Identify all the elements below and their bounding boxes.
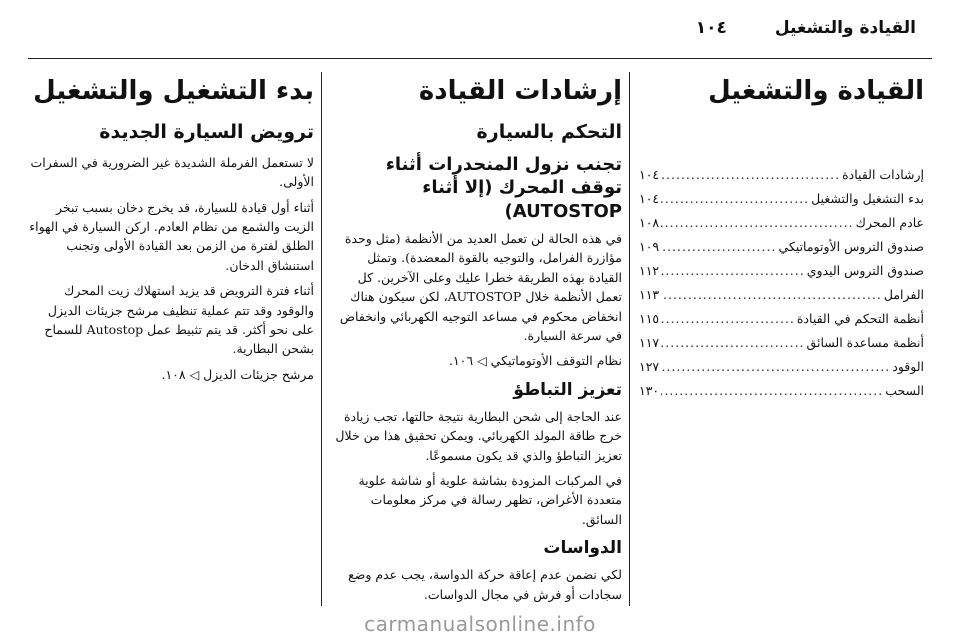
header-page-number: ١٠٤ (695, 18, 727, 38)
paragraph-idle-boost: عند الحاجة إلى شحن البطارية نتيجة حالتها، تجب زيادة خرج طاقة المولد الكهربائي. ويمكن تحقيق هذا من خلال تعزيز التباطؤ والذي قد يكون مسموعًا. (335, 408, 622, 463)
section-subtitle: ترويض السيارة الجديدة (99, 121, 314, 144)
paragraph-braking: لا تستعمل الفرملة الشديدة غير الضرورية في السفرات الأولى. (30, 154, 314, 190)
column-driving-hints (334, 72, 622, 602)
toc-entry[interactable]: الفرامل ..... ١١٣ (639, 283, 924, 307)
paragraph-consumption: أثناء فترة الترويض قد يزيد استهلاك زيت المحرك والوقود وقد تتم عملية تنظيف مرشح جزيئات الديزل على نحو أكثر. قد يتم تثبيط عمل Autostop للسماح بشحن البطارية. (44, 283, 314, 357)
heading-pedals: الدواسات (543, 538, 622, 559)
column-divider-right (629, 72, 630, 606)
section-title: إرشادات القيادة (418, 76, 622, 106)
toc-entry[interactable]: صندوق التروس الأوتوماتيكي ..... ١٠٩ (639, 235, 924, 259)
column-divider-left (321, 72, 322, 606)
section-subtitle: التحكم بالسيارة (476, 121, 622, 144)
chapter-title: القيادة والتشغيل (708, 76, 924, 106)
toc-entry[interactable]: بدء التشغيل والتشغيل ..... ١٠٤ (639, 187, 924, 211)
column-starting-operating (28, 72, 314, 602)
paragraph-idle-boost-display: في المركبات المزودة بشاشة علوية أو شاشة علوية متعددة الأغراض، تظهر رسالة في مركز معلومات السائق. (358, 472, 622, 527)
cross-reference-autostop[interactable]: نظام التوقف الأوتوماتيكي ◁ ١٠٦. (448, 353, 622, 369)
table-of-contents (639, 163, 924, 403)
toc-entry[interactable]: عادم المحرك ..... ١٠٨ (639, 211, 924, 235)
paragraph-smoke: أثناء أول قيادة للسيارة، قد يخرج دخان بسبب تبخر الزيت والشمع من نظام العادم. اركن السيارة في الهواء الطلق لفترة من الزمن بعد القيادة الأولى وتجنب استنشاق الدخان. (29, 199, 314, 273)
toc-entry[interactable]: أنظمة مساعدة السائق ..... ١١٧ (639, 331, 924, 355)
page-header (44, 8, 916, 48)
heading-coasting: تجنب نزول المنحدرات أثناء توقف المحرك (إلا أثناء AUTOSTOP) (385, 153, 622, 222)
heading-idle-boost: تعزيز التباطؤ (513, 379, 622, 400)
paragraph-coasting: في هذه الحالة لن تعمل العديد من الأنظمة (مثل وحدة مؤازرة الفرامل، والتوجيه بالقوة المعضدة). وتمثل القيادة بهذه الطريقة خطرا عليك وعلى الآخرين. كل تعمل الأنظمة خلال AUTOSTOP، لكن سيكون هناك انخفاض محكوم في مساعد التوجيه الكهربائي وانخفاض في سرعة السيارة. (339, 231, 622, 343)
header-section-title: القيادة والتشغيل (774, 18, 916, 38)
toc-entry[interactable]: الوقود ..... ١٢٧ (639, 355, 924, 379)
column-toc (639, 72, 924, 602)
cross-reference-diesel-filter[interactable]: مرشح جزيئات الديزل ◁ ١٠٨. (161, 366, 314, 382)
toc-entry[interactable]: أنظمة التحكم في القيادة ..... ١١٥ (639, 307, 924, 331)
toc-entry[interactable]: السحب ..... ١٣٠ (639, 379, 924, 403)
paragraph-pedals: لكي نضمن عدم إعاقة حركة الدواسة، يجب عدم وضع سجادات أو فرش في مجال الدواسات. (348, 567, 622, 602)
header-rule (28, 58, 932, 59)
watermark: carmanualsonline.info (364, 612, 596, 636)
toc-entry[interactable]: إرشادات القيادة ..... ١٠٤ (639, 163, 924, 187)
toc-entry[interactable]: صندوق التروس اليدوي ..... ١١٢ (639, 259, 924, 283)
section-title: بدء التشغيل والتشغيل (33, 76, 314, 106)
